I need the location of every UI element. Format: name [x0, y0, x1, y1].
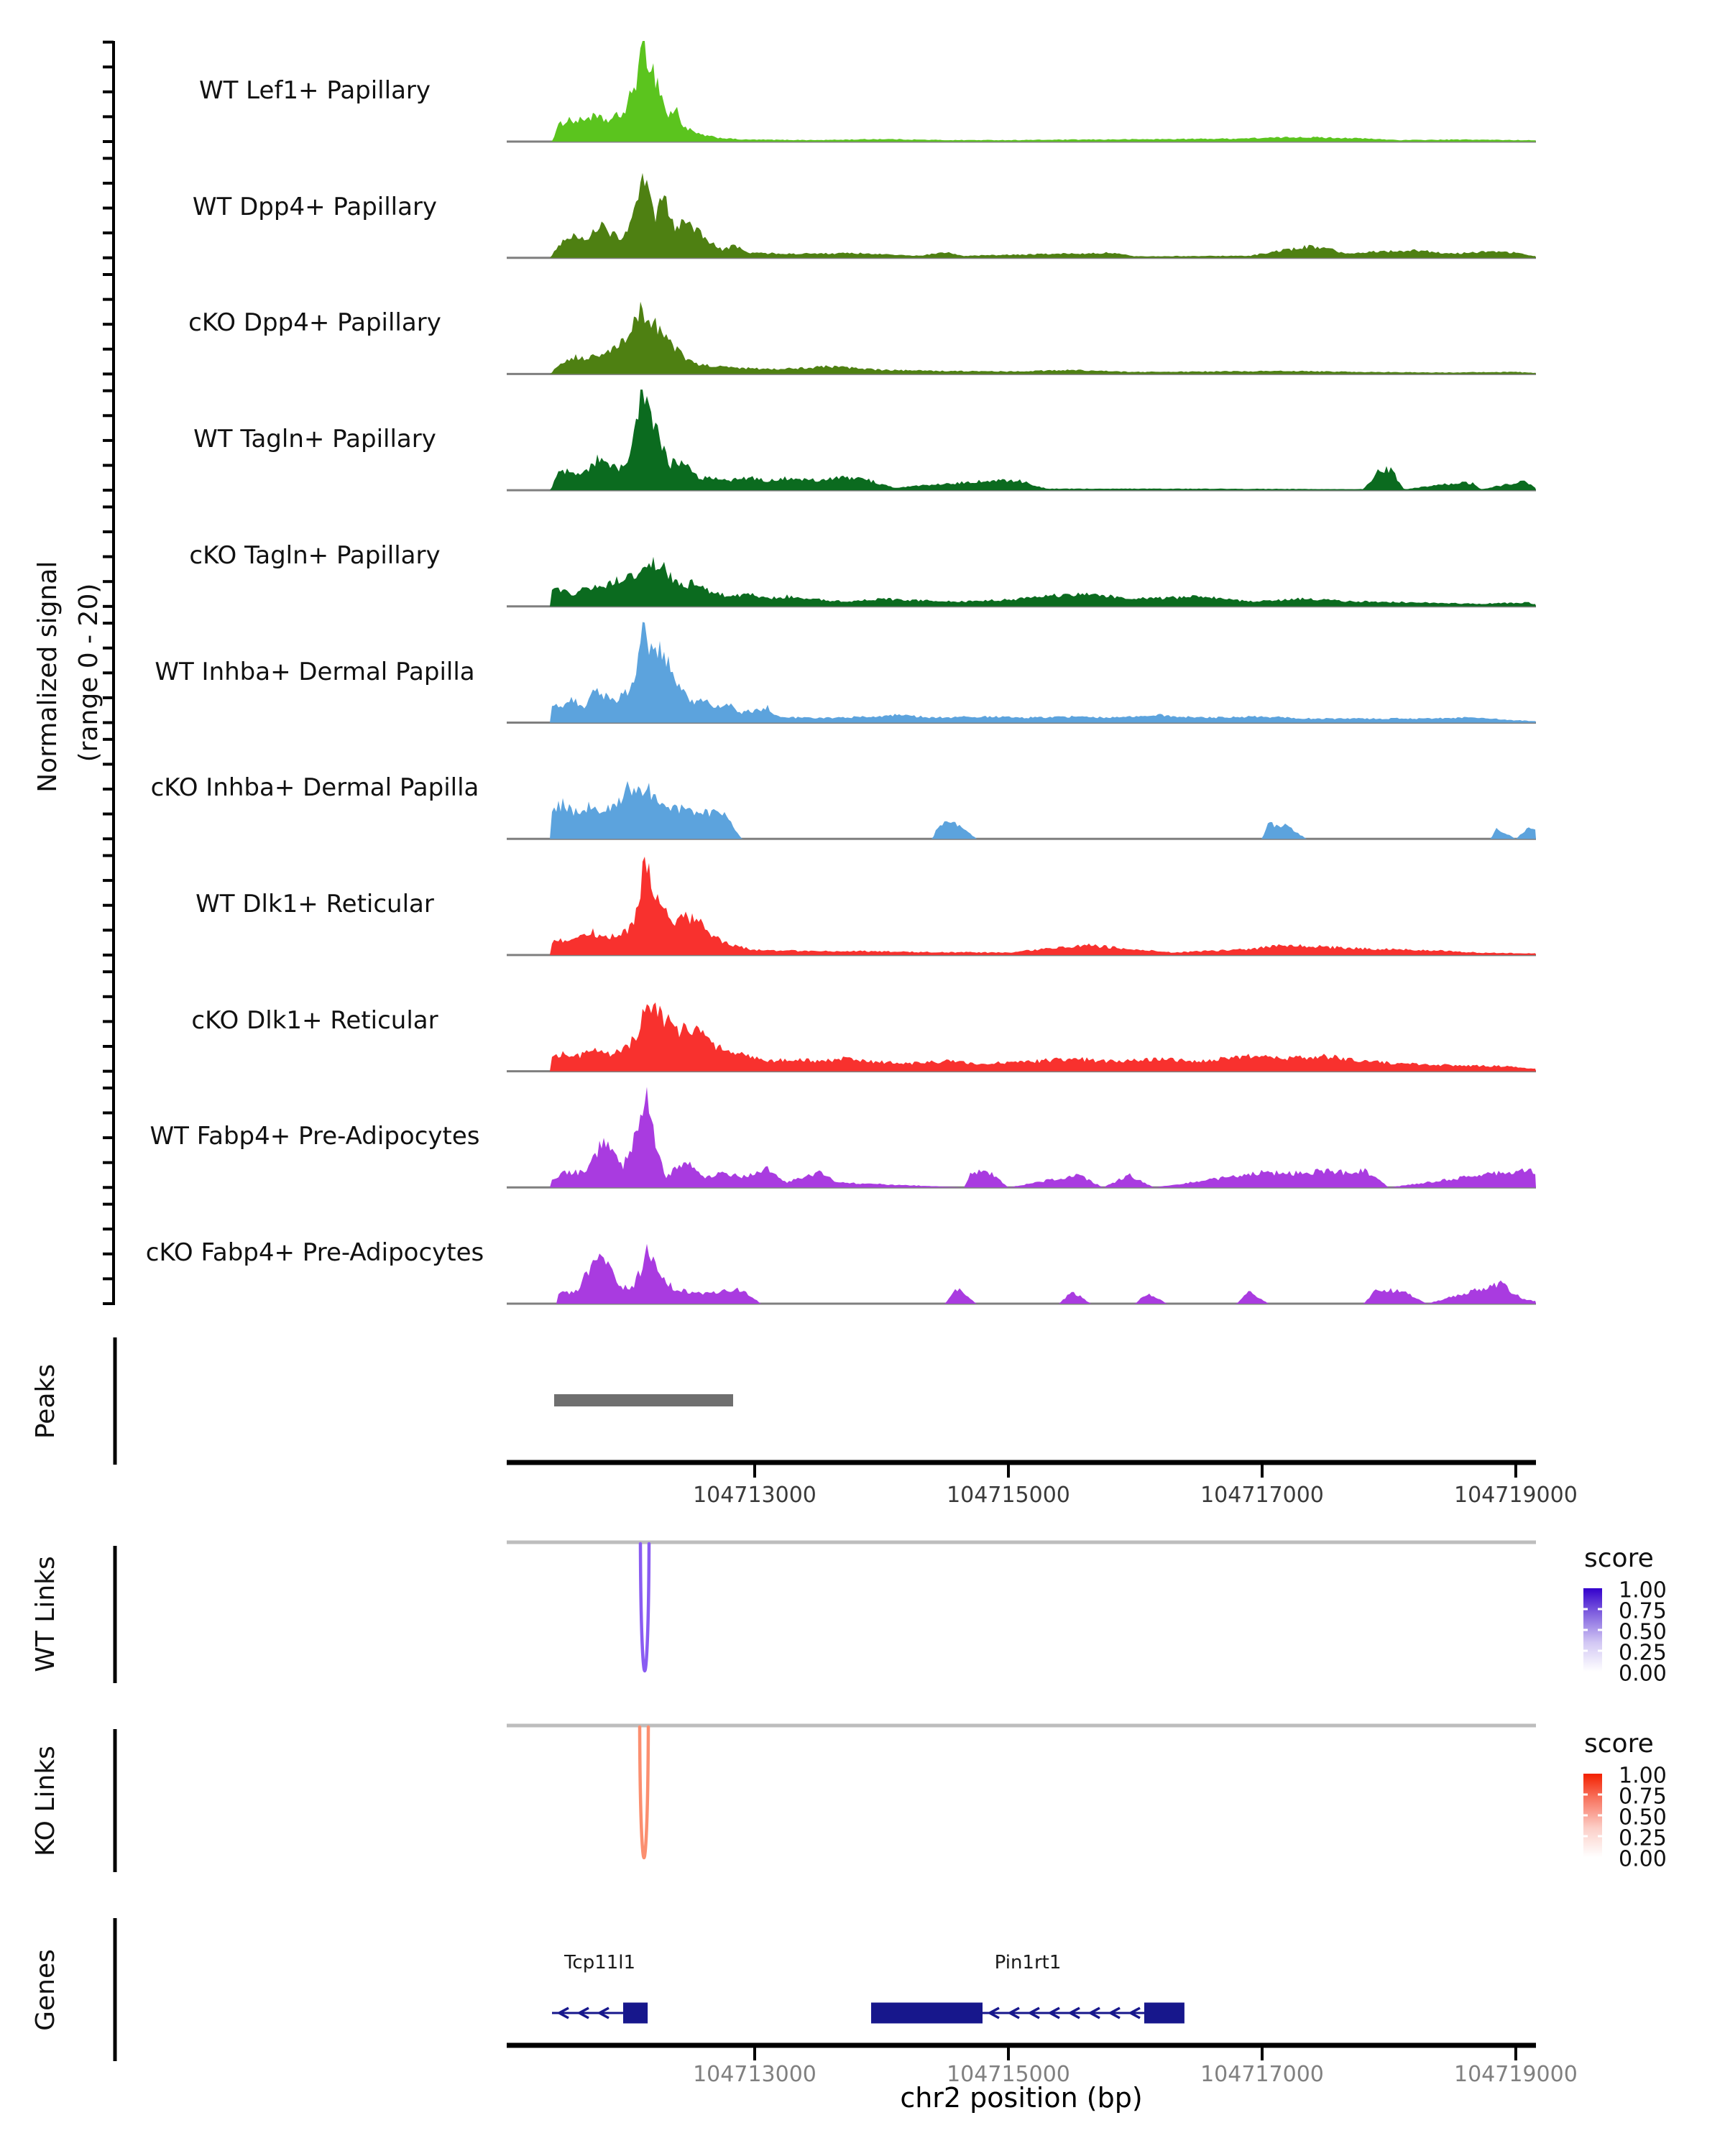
x-axis-tick-label: 104719000 [1454, 1483, 1578, 1508]
score-legend-label: 1.00 [1619, 1763, 1667, 1789]
position-axis [507, 1462, 1578, 1508]
coverage-area [507, 1087, 1536, 1187]
track-label: cKO Fabp4+ Pre-Adipocytes [145, 1238, 484, 1267]
coverage-area [507, 173, 1536, 258]
peaks-track [115, 1337, 733, 1465]
x-axis-tick-label: 104719000 [1454, 2062, 1578, 2087]
coverage-track [193, 390, 1536, 490]
link-arc [640, 1727, 648, 1858]
x-axis-tick-label: 104717000 [1200, 1483, 1324, 1508]
score-legend-title: score [1584, 1729, 1654, 1759]
gene-exon [623, 2003, 648, 2024]
ko-links-track [115, 1726, 1536, 1872]
x-axis-tick-label: 104713000 [693, 1483, 816, 1508]
signal-y-axis [103, 41, 114, 1305]
gene-model [871, 1952, 1184, 2024]
generated-plot-content [103, 41, 1667, 2087]
coverage-track [196, 857, 1536, 955]
peaks-section-label: Peaks [31, 1363, 60, 1439]
gene-exon [871, 2003, 983, 2024]
gene-name-label: Tcp11l1 [564, 1952, 636, 1973]
coverage-area [507, 302, 1536, 374]
coverage-track [189, 541, 1536, 607]
genes-position-axis [507, 2045, 1578, 2087]
coverage-track [193, 173, 1536, 258]
x-axis-tick-label: 104715000 [947, 2062, 1070, 2087]
score-legend-label: 0.00 [1619, 1846, 1667, 1872]
track-label: WT Lef1+ Papillary [198, 76, 431, 105]
wt-links-track [115, 1542, 1536, 1683]
coverage-area [507, 390, 1536, 490]
track-label: cKO Dpp4+ Papillary [188, 308, 441, 337]
track-label: WT Inhba+ Dermal Papilla [155, 658, 475, 686]
x-axis-tick-label: 104713000 [693, 2062, 816, 2087]
track-label: cKO Inhba+ Dermal Papilla [150, 773, 479, 802]
genes-track [115, 1918, 1184, 2061]
score-legend-label: 0.25 [1619, 1640, 1667, 1666]
track-label: cKO Dlk1+ Reticular [191, 1006, 438, 1035]
track-label: WT Dpp4+ Papillary [192, 193, 438, 221]
genes-section-label: Genes [31, 1949, 60, 2031]
coverage-area [507, 622, 1536, 723]
x-axis-title: chr2 position (bp) [900, 2082, 1143, 2114]
x-axis-tick-label: 104715000 [947, 1483, 1070, 1508]
coverage-track [155, 622, 1536, 723]
track-label: cKO Tagln+ Papillary [189, 541, 441, 570]
coverage-track [188, 302, 1536, 374]
y-axis-label: Normalized signal (range 0 - 20) [33, 561, 104, 793]
coverage-area [507, 781, 1536, 839]
score-legend-label: 1.00 [1619, 1577, 1667, 1603]
score-legend-label: 0.75 [1619, 1598, 1667, 1624]
score-legend-title: score [1584, 1544, 1654, 1573]
ko-score-legend [1583, 1729, 1667, 1872]
coverage-track [191, 1003, 1536, 1072]
coverage-track [150, 1087, 1536, 1187]
ko-links-section-label: KO Links [31, 1746, 60, 1856]
coverage-area [507, 41, 1536, 142]
score-legend-label: 0.00 [1619, 1661, 1667, 1687]
score-legend-label: 0.50 [1619, 1619, 1667, 1645]
score-legend-label: 0.25 [1619, 1825, 1667, 1851]
wt-links-section-label: WT Links [31, 1556, 60, 1672]
link-arc [640, 1544, 649, 1671]
coverage-track [199, 41, 1536, 142]
coverage-area [507, 1244, 1536, 1304]
gene-exon [1144, 2003, 1184, 2024]
coverage-track [146, 1238, 1536, 1304]
track-label: WT Dlk1+ Reticular [196, 890, 434, 918]
x-axis-tick-label: 104717000 [1200, 2062, 1324, 2087]
gene-name-label: Pin1rt1 [994, 1952, 1062, 1973]
track-label: WT Tagln+ Papillary [193, 425, 436, 453]
coverage-area [507, 557, 1536, 607]
gene-model [552, 1952, 648, 2024]
coverage-track [151, 773, 1536, 839]
score-legend-label: 0.50 [1619, 1805, 1667, 1830]
coverage-area [507, 857, 1536, 955]
track-label: WT Fabp4+ Pre-Adipocytes [150, 1122, 480, 1151]
wt-score-legend [1583, 1544, 1667, 1687]
coverage-area [507, 1003, 1536, 1072]
score-legend-label: 0.75 [1619, 1784, 1667, 1810]
peak-interval [554, 1394, 733, 1406]
